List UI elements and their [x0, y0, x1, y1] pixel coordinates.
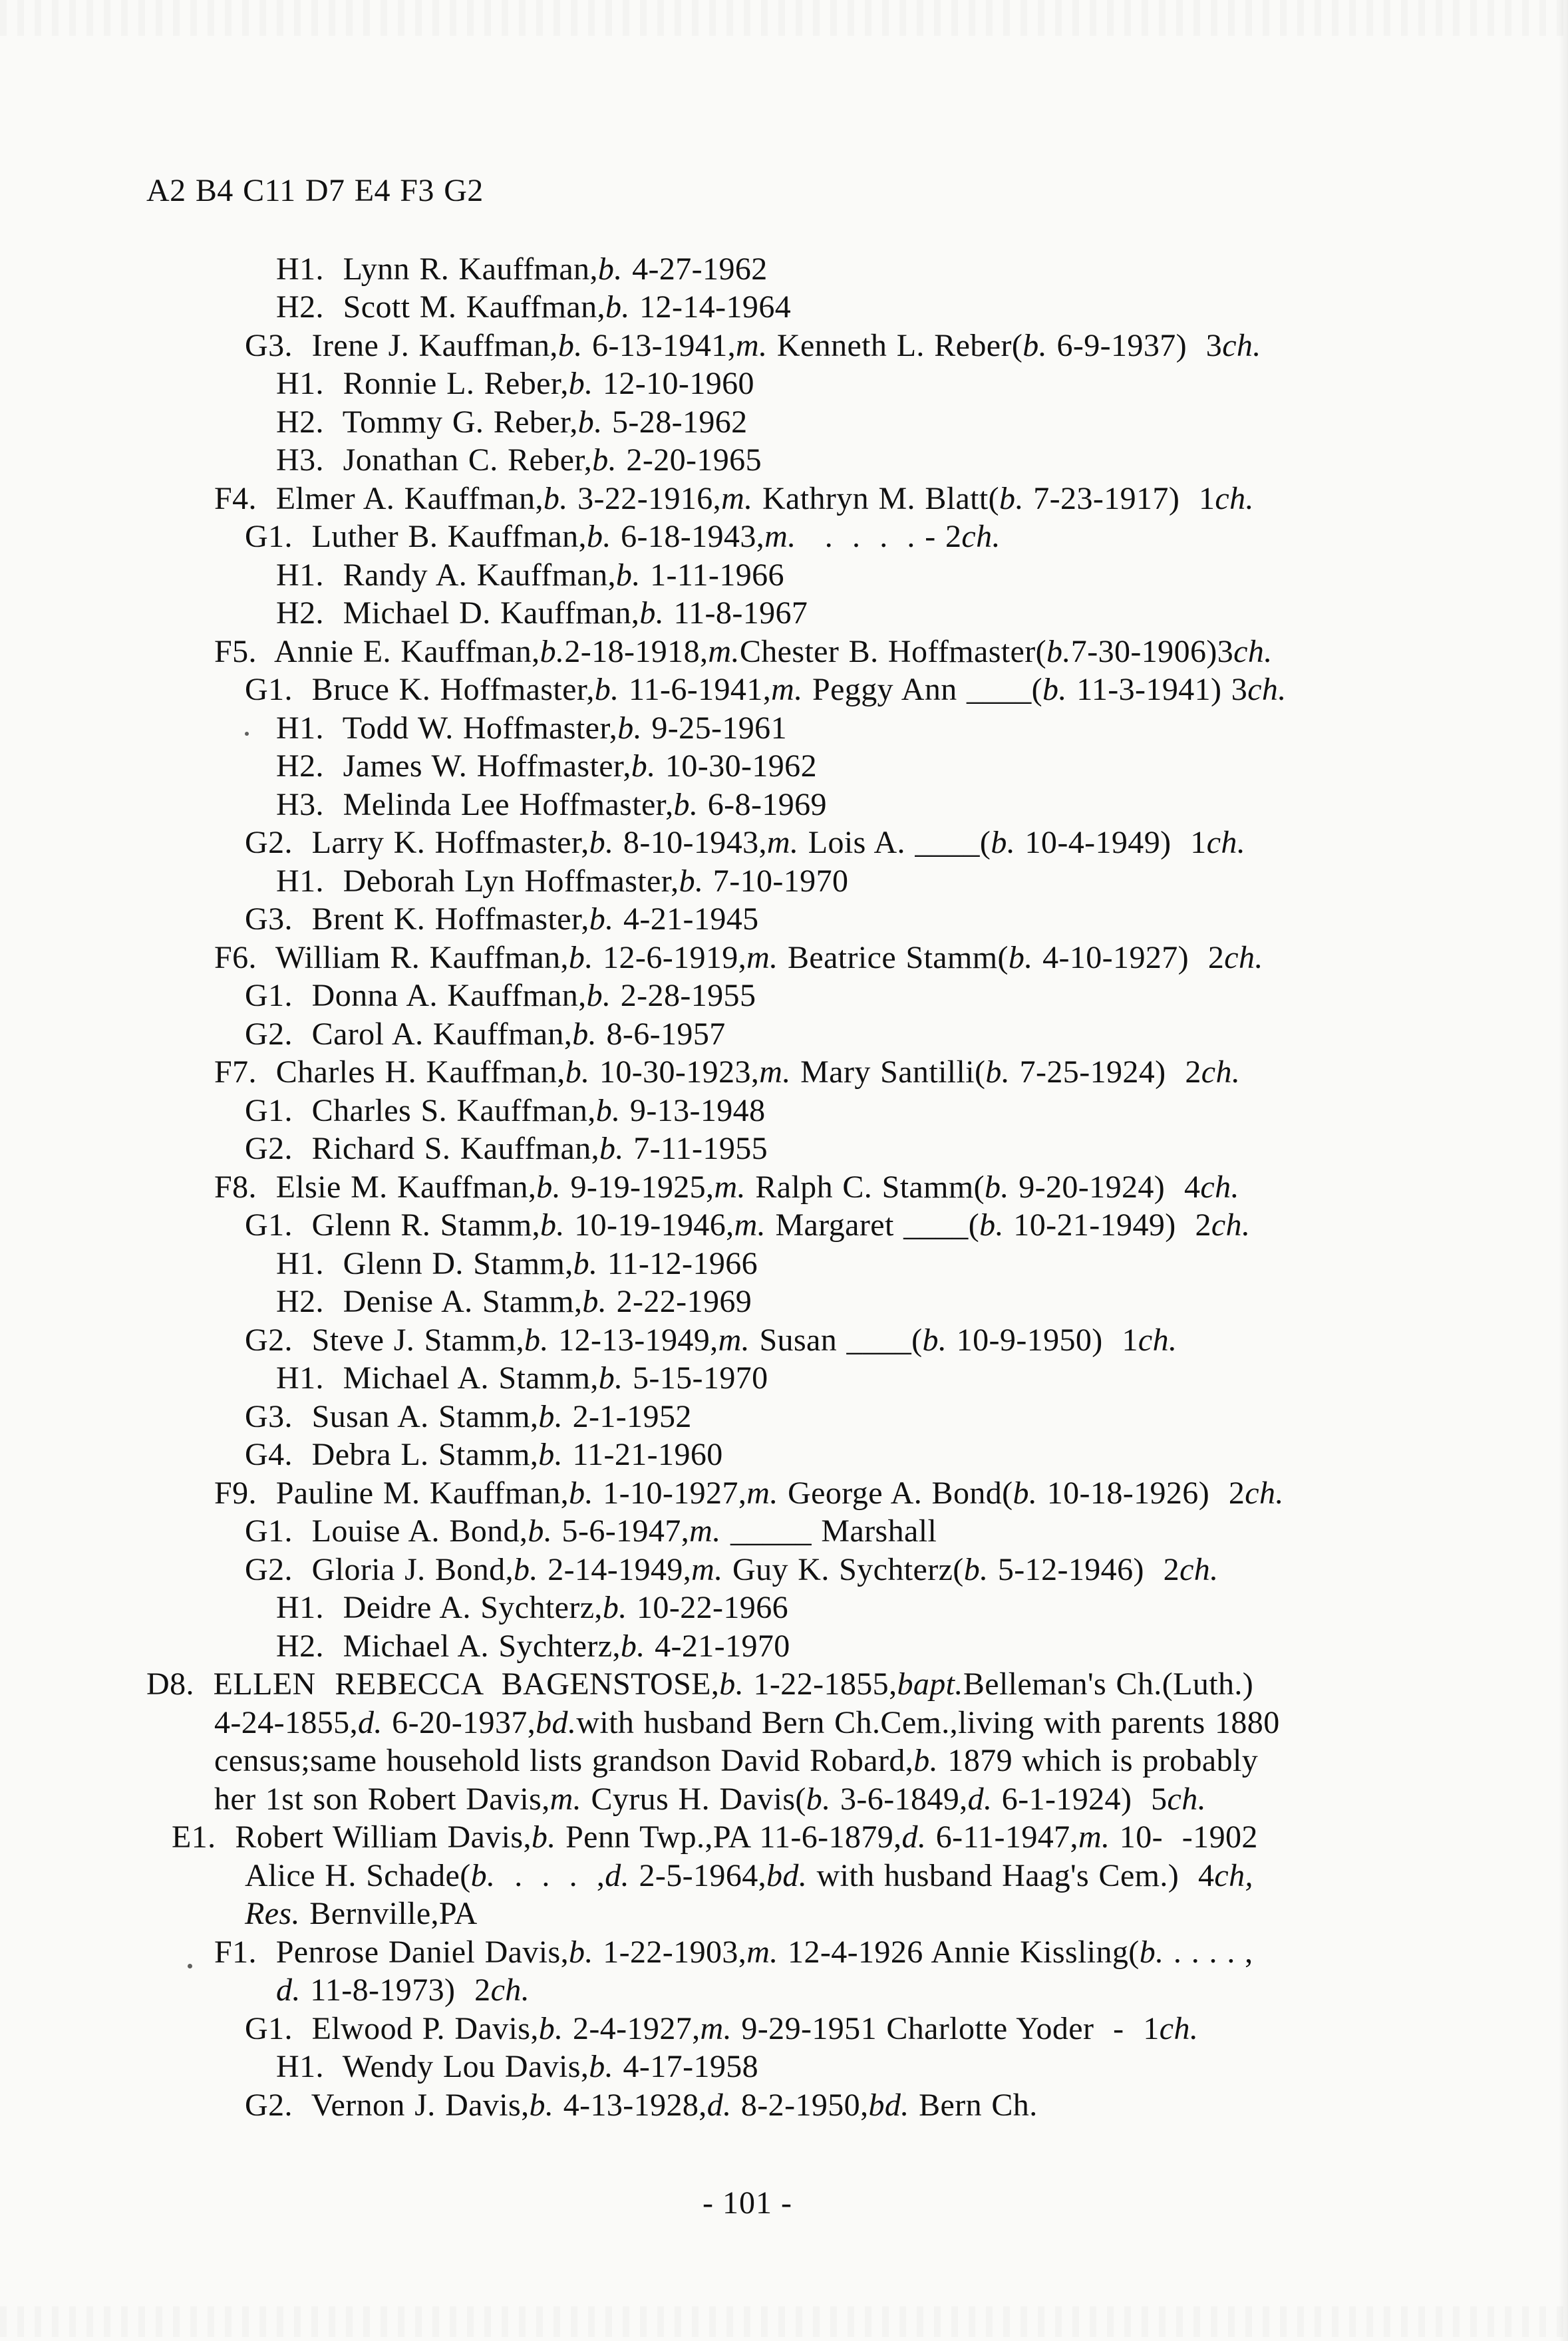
text-line-46: d. 11-8-1973) 2ch. [276, 1972, 530, 2008]
text-line-17: H1. Deborah Lyn Hoffmaster,b. 7-10-1970 [276, 863, 849, 899]
text-line-40: census;same household lists grandson David Robard,b. 1879 which is probably [214, 1743, 1259, 1778]
text-line-4: H1. Ronnie L. Reber,b. 12-10-1960 [276, 366, 754, 401]
text-line-47: G1. Elwood P. Davis,b. 2-4-1927,m. 9-29-1951 Charlotte Yoder - 1ch. [245, 2010, 1199, 2046]
scan-bleedthrough-top [0, 0, 1568, 36]
text-line-36: H1. Deidre A. Sychterz,b. 10-22-1966 [276, 1590, 788, 1625]
text-line-5: H2. Tommy G. Reber,b. 5-28-1962 [276, 404, 748, 440]
text-line-35: G2. Gloria J. Bond,b. 2-14-1949,m. Guy K. Sychterz(b. 5-12-1946) 2ch. [245, 1551, 1219, 1587]
text-line-26: G1. Glenn R. Stamm,b. 10-19-1946,m. Margaret ____(b. 10-21-1949) 2ch. [245, 1207, 1251, 1243]
text-line-11: F5. Annie E. Kauffman,b.2-18-1918,m.Chester B. Hoffmaster(b.7-30-1906)3ch. [214, 633, 1273, 669]
text-line-1: H1. Lynn R. Kauffman,b. 4-27-1962 [276, 251, 768, 287]
page-number: - 101 - [703, 2185, 792, 2221]
text-line-43: Alice H. Schade(b. . . . ,d. 2-5-1964,bd. with husband Haag's Cem.) 4ch, [245, 1857, 1253, 1893]
text-line-3: G3. Irene J. Kauffman,b. 6-13-1941,m. Kenneth L. Reber(b. 6-9-1937) 3ch. [245, 327, 1261, 363]
text-line-14: H2. James W. Hoffmaster,b. 10-30-1962 [276, 748, 817, 784]
text-line-8: G1. Luther B. Kauffman,b. 6-18-1943,m. . . . . - 2ch. [245, 519, 1001, 554]
text-line-28: H2. Denise A. Stamm,b. 2-22-1969 [276, 1284, 752, 1319]
text-line-33: F9. Pauline M. Kauffman,b. 1-10-1927,m. George A. Bond(b. 10-18-1926) 2ch. [214, 1475, 1284, 1511]
text-line-16: G2. Larry K. Hoffmaster,b. 8-10-1943,m. Lois A. ____(b. 10-4-1949) 1ch. [245, 825, 1246, 860]
text-line-6: H3. Jonathan C. Reber,b. 2-20-1965 [276, 442, 762, 478]
genealogy-lines [0, 250, 1568, 2125]
text-line-7: F4. Elmer A. Kauffman,b. 3-22-1916,m. Kathryn M. Blatt(b. 7-23-1917) 1ch. [214, 480, 1254, 516]
text-line-25: F8. Elsie M. Kauffman,b. 9-19-1925,m. Ralph C. Stamm(b. 9-20-1924) 4ch. [214, 1169, 1239, 1205]
text-line-27: H1. Glenn D. Stamm,b. 11-12-1966 [276, 1245, 758, 1281]
generation-code-header: A2 B4 C11 D7 E4 F3 G2 [146, 173, 484, 208]
text-line-34: G1. Louise A. Bond,b. 5-6-1947,m. _____ Marshall [245, 1513, 937, 1549]
text-line-22: F7. Charles H. Kauffman,b. 10-30-1923,m. Mary Santilli(b. 7-25-1924) 2ch. [214, 1054, 1241, 1090]
text-line-20: G1. Donna A. Kauffman,b. 2-28-1955 [245, 978, 756, 1013]
text-line-38: D8. ELLEN REBECCA BAGENSTOSE,b. 1-22-1855,bapt.Belleman's Ch.(Luth.) [146, 1666, 1254, 1702]
text-line-32: G4. Debra L. Stamm,b. 11-21-1960 [245, 1437, 723, 1472]
text-line-41: her 1st son Robert Davis,m. Cyrus H. Davis(b. 3-6-1849,d. 6-1-1924) 5ch. [214, 1781, 1207, 1817]
text-line-24: G2. Richard S. Kauffman,b. 7-11-1955 [245, 1131, 768, 1166]
text-line-37: H2. Michael A. Sychterz,b. 4-21-1970 [276, 1628, 790, 1664]
text-line-12: G1. Bruce K. Hoffmaster,b. 11-6-1941,m. Peggy Ann ____(b. 11-3-1941) 3ch. [245, 672, 1287, 707]
text-line-39: 4-24-1855,d. 6-20-1937,bd.with husband Bern Ch.Cem.,living with parents 1880 [214, 1704, 1280, 1740]
text-line-21: G2. Carol A. Kauffman,b. 8-6-1957 [245, 1016, 726, 1052]
text-line-48: H1. Wendy Lou Davis,b. 4-17-1958 [276, 2049, 759, 2084]
text-line-31: G3. Susan A. Stamm,b. 2-1-1952 [245, 1398, 692, 1434]
text-line-45: F1. Penrose Daniel Davis,b. 1-22-1903,m. 12-4-1926 Annie Kissling(b. . . . . , [214, 1934, 1253, 1970]
text-line-15: H3. Melinda Lee Hoffmaster,b. 6-8-1969 [276, 786, 827, 822]
text-line-42: E1. Robert William Davis,b. Penn Twp.,PA 11-6-1879,d. 6-11-1947,m. 10- -1902 [172, 1819, 1258, 1855]
text-block [0, 172, 1568, 2223]
text-line-49: G2. Vernon J. Davis,b. 4-13-1928,d. 8-2-1950,bd. Bern Ch. [245, 2087, 1038, 2123]
text-line-19: F6. William R. Kauffman,b. 12-6-1919,m. Beatrice Stamm(b. 4-10-1927) 2ch. [214, 939, 1263, 975]
text-line-29: G2. Steve J. Stamm,b. 12-13-1949,m. Susan ____(b. 10-9-1950) 1ch. [245, 1322, 1177, 1358]
text-line-23: G1. Charles S. Kauffman,b. 9-13-1948 [245, 1092, 766, 1128]
text-line-30: H1. Michael A. Stamm,b. 5-15-1970 [276, 1360, 768, 1396]
text-line-18: G3. Brent K. Hoffmaster,b. 4-21-1945 [245, 901, 759, 937]
text-line-9: H1. Randy A. Kauffman,b. 1-11-1966 [276, 557, 784, 593]
text-line-13: H1. Todd W. Hoffmaster,b. 9-25-1961 [276, 710, 787, 746]
text-line-2: H2. Scott M. Kauffman,b. 12-14-1964 [276, 289, 792, 325]
text-line-44: Res. Bernville,PA [245, 1896, 478, 1931]
text-line-10: H2. Michael D. Kauffman,b. 11-8-1967 [276, 595, 808, 631]
scan-bleedthrough-bottom [0, 2306, 1568, 2337]
